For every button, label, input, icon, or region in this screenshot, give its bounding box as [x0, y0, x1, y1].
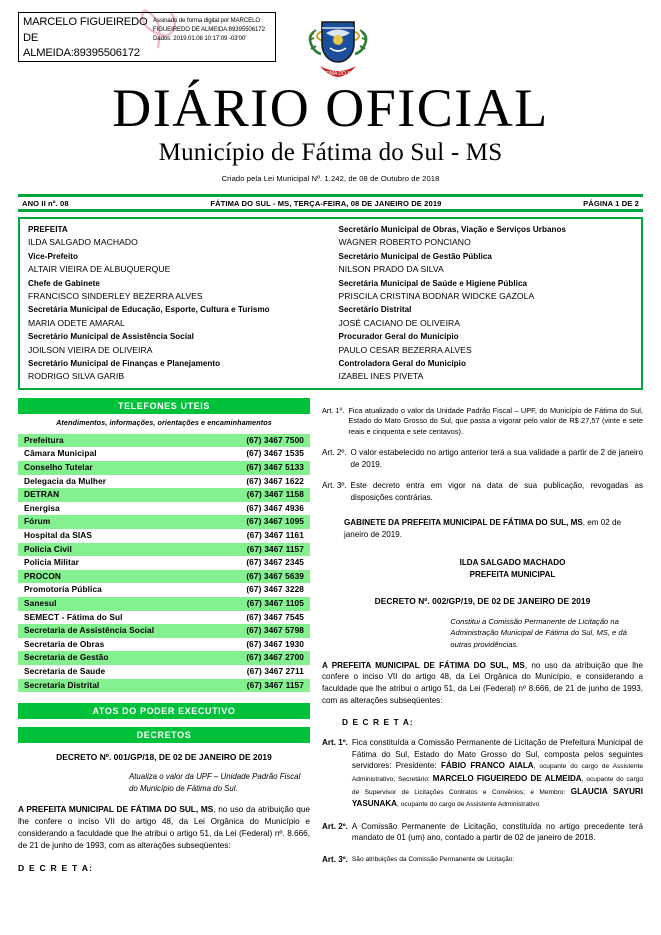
- table-row: [18, 543, 310, 557]
- column-right: [318, 396, 643, 873]
- page-number-label: PÁGINA 1 DE 2: [583, 198, 639, 208]
- decree-2-ementa: Constitui a Comissão Permanente de Licitação na Administração Municipal de Fátima do Sul, MS, e dá outras providências.: [450, 617, 627, 649]
- article-text-part-c: , ocupante do cargo de Supervisor de Licitações Contratos e Convênios; e Membro:: [351, 776, 643, 796]
- phone-label: Sanesul: [18, 597, 213, 611]
- article-label: Art. 3º.: [322, 481, 347, 491]
- commission-member-name: GLAUCIA SAYURI YASUNAKA: [351, 786, 644, 809]
- table-row: [18, 679, 310, 693]
- table-row: [18, 597, 310, 611]
- phone-number: (67) 3467 1930: [246, 638, 304, 649]
- decree-2-preamble-rest: , no uso da atribuição que lhe confere o inciso VII do artigo 48, da Lei Orgânica do Município, e considerando a faculdade que lhe atribui o artigo 51, da Lei (Federal) nº 8.666, de 21 de junho de 1993, com as alterações subseqüentes:: [322, 660, 643, 705]
- decree-1-decreta-label: D E C R E T A:: [18, 862, 94, 873]
- article-text: Fica atualizado o valor da Unidade Padrão Fiscal – UPF, do Município de Fátima do Sul, Estado do Mato Grosso do Sul, que passa a vigorar pelo valor de R$ 27,57 (vinte e sete reais e cinquenta e sete centavos).: [348, 405, 643, 436]
- phone-number: (67) 3467 1622: [246, 475, 304, 486]
- issue-date-location: FÁTIMA DO SUL - MS, TERÇA-FEIRA, 08 DE JANEIRO DE 2019: [210, 198, 442, 208]
- official-role: Secretário Municipal de Finanças e Planejamento: [28, 359, 221, 369]
- table-row: [18, 515, 310, 529]
- table-row: [18, 488, 310, 502]
- page-title: DIÁRIO OFICIAL: [112, 78, 549, 138]
- masthead: [18, 80, 643, 185]
- decree-1-preamble-rest: , no uso da atribuição que lhe confere o inciso VII do artigo 48, da Lei Orgânica do Município e considerando a faculdade que lhe atribui o artigo 51, da Lei (Federal) nº. 8.666, de 21 de junho de 1993, com as alterações subseqüentes:: [18, 804, 310, 850]
- phone-number: (67) 3467 2345: [246, 557, 304, 568]
- phone-label: Prefeitura: [18, 434, 213, 448]
- commission-secretary-name: MARCELO FIGUEIREDO DE ALMEIDA: [432, 774, 582, 784]
- phones-banner: TELEFONES UTEIS: [18, 398, 310, 414]
- issue-info-bar: [18, 194, 643, 212]
- signature-name: MARCELO FIGUEIREDO DE ALMEIDA:89395506172: [23, 16, 148, 59]
- table-row: [18, 638, 310, 652]
- masthead-subtitle: Município de Fátima do Sul - MS: [158, 139, 503, 166]
- decree-1-article-2: [322, 447, 643, 470]
- decree-1-title: DECRETO Nº. 001/GP/18, DE 02 DE JANEIRO DE 2019: [56, 752, 272, 763]
- executive-acts-banner: ATOS DO PODER EXECUTIVO: [18, 703, 310, 719]
- decree-1-article-3: [322, 480, 643, 503]
- table-row: [18, 624, 310, 638]
- official-name: ILDA SALGADO MACHADO: [28, 237, 138, 248]
- decree-1-ementa: Atualiza o valor da UPF – Unidade Padrão Fiscal do Município de Fátima do Sul.: [128, 772, 301, 793]
- phones-subtitle: Atendimentos, informações, orientações e encaminhamentos: [56, 417, 272, 427]
- article-label: Art. 1º.: [322, 405, 345, 415]
- table-row: [18, 570, 310, 584]
- official-role: Secretário Municipal de Obras, Viação e Serviços Urbanos: [338, 225, 567, 234]
- signer-role: PREFEITA MUNICIPAL: [469, 569, 556, 579]
- article-text: A Comissão Permanente de Licitação, constituída no artigo precedente terá mandato de 01 (um) ano, contado a partir de 02 de janeiro de 2018.: [351, 821, 643, 843]
- cabinet-title: GABINETE DA PREFEITA MUNICIPAL DE FÁTIMA DO SUL, MS: [344, 518, 583, 528]
- official-name: MARIA ODETE AMARAL: [28, 317, 125, 328]
- coat-of-arms-icon: [300, 6, 376, 82]
- phone-label: Fórum: [18, 515, 213, 529]
- phone-number: (67) 3467 1535: [246, 448, 304, 459]
- official-name: PRISCILA CRISTINA BODNAR WIDCKE GAZOLA: [338, 291, 535, 302]
- official-name: JOSÉ CACIANO DE OLIVEIRA: [338, 317, 461, 328]
- official-role: Secretário Distrital: [338, 305, 412, 315]
- phone-number: (67) 3467 7545: [246, 611, 304, 622]
- decree-1-cabinet-line: [322, 517, 643, 541]
- official-role: Controladora Geral do Município: [338, 359, 466, 369]
- decree-2-decreta-label: D E C R E T A:: [342, 717, 414, 728]
- official-name: PAULO CESAR BEZERRA ALVES: [338, 344, 472, 355]
- decree-1-article-1: [322, 406, 643, 437]
- decree-2-preamble: [322, 660, 643, 706]
- official-name: RODRIGO SILVA GARIB: [28, 371, 125, 382]
- official-role: Chefe de Gabinete: [28, 278, 100, 288]
- table-row: [18, 665, 310, 679]
- phone-number: (67) 3467 2700: [213, 651, 310, 665]
- useful-phones-table: [18, 434, 310, 692]
- column-left: [18, 396, 318, 873]
- phone-label: Câmara Municipal: [24, 448, 97, 459]
- phone-label: Delegacia da Mulher: [24, 475, 107, 486]
- official-role: Secretário Municipal de Gestão Pública: [338, 251, 492, 261]
- decree-2-article-3: [322, 854, 643, 866]
- table-row: [18, 651, 310, 665]
- header-signature-row: [18, 0, 643, 78]
- table-row: [18, 556, 310, 570]
- body-columns: [18, 396, 643, 873]
- phone-label: Conselho Tutelar: [18, 461, 213, 475]
- article-text: [352, 737, 643, 811]
- phone-number: (67) 3467 1157: [213, 543, 310, 557]
- table-row: [18, 583, 310, 597]
- article-label: Art. 3º.: [322, 854, 348, 864]
- phone-number: (67) 3467 1095: [213, 515, 310, 529]
- decree-2-preamble-bold: A PREFEITA MUNICIPAL DE FÁTIMA DO SUL, MS: [322, 660, 525, 670]
- phone-label: Secretaria de Assistência Social: [18, 624, 213, 638]
- official-name: WAGNER ROBERTO PONCIANO: [338, 237, 471, 248]
- phone-number: (67) 3467 1158: [213, 488, 310, 502]
- decree-2-article-1: [322, 737, 643, 811]
- phone-number: (67) 3467 7500: [213, 434, 310, 448]
- signer-name: ILDA SALGADO MACHADO: [459, 558, 566, 568]
- table-row: [18, 502, 310, 516]
- phone-number: (67) 3467 4936: [246, 502, 304, 513]
- decree-1-signature-block: [322, 557, 643, 580]
- phone-number: (67) 3467 3228: [246, 584, 304, 595]
- article-text-part-a: Fica constituída a Comissão Permanente de Licitação de Prefeitura Municipal de Fátima do Sul, Estado do Mato Grosso do Sul, composta pelos seguintes servidores: Presidente:: [351, 738, 643, 771]
- svg-text:FÁTIMA DO SUL: FÁTIMA DO SUL: [318, 71, 358, 77]
- phone-label: Policia Civil: [18, 543, 213, 557]
- table-row: [18, 461, 310, 475]
- issue-year-number: ANO II nº. 08: [22, 198, 69, 208]
- phone-number: (67) 3467 1161: [246, 530, 304, 541]
- phone-label: Secretaria de Obras: [24, 638, 105, 649]
- table-row: [18, 529, 310, 543]
- phone-label: Energisa: [24, 502, 60, 513]
- decree-1-preamble-bold: A PREFEITA MUNICIPAL DE FÁTIMA DO SUL, MS: [18, 804, 214, 815]
- phone-number: (67) 3467 1105: [213, 597, 310, 611]
- phone-label: DETRAN: [18, 488, 213, 502]
- table-row: [18, 434, 310, 448]
- table-row: [18, 447, 310, 461]
- masthead-law-reference: Criado pela Lei Municipal Nº. 1.242, de 08 de Outubro de 2018: [221, 174, 440, 183]
- phone-label: Promotoria Pública: [24, 584, 102, 595]
- phone-label: PROCON: [18, 570, 213, 584]
- cabinet-date: , em 02 de janeiro de 2019.: [344, 518, 622, 540]
- article-text-part-b: , ocupante do cargo de Assistente Administrativo; Secretário:: [351, 763, 644, 784]
- official-name: NILSON PRADO DA SILVA: [338, 264, 444, 275]
- phone-label: Secretaria Distrital: [18, 679, 213, 693]
- decrees-banner: DECRETOS: [18, 727, 310, 743]
- phone-label: SEMECT - Fátima do Sul: [24, 611, 123, 622]
- table-row: [18, 611, 310, 625]
- official-role: PREFEITA: [28, 225, 68, 234]
- decree-2-title: DECRETO Nº. 002/GP/19, DE 02 DE JANEIRO DE 2019: [374, 596, 591, 607]
- official-role: Secretária Municipal de Educação, Esporte, Cultura e Turismo: [28, 305, 270, 315]
- table-row: [18, 475, 310, 489]
- official-role: Vice-Prefeito: [28, 251, 78, 261]
- article-label: Art. 1º.: [322, 738, 348, 748]
- officials-panel: [18, 217, 643, 390]
- phone-label: Secretaria de Saude: [24, 665, 106, 676]
- article-label: Art. 2º.: [322, 448, 347, 458]
- article-text: O valor estabelecido no artigo anterior terá a sua validade a partir de 2 de janeiro de 2019.: [350, 448, 643, 469]
- signature-metadata: Assinado de forma digital por MARCELO FIGUEIREDO DE ALMEIDA:89395506172 Dados: 2019.01.08 10:17:09 -03'00': [153, 17, 265, 42]
- commission-president-name: FÁBIO FRANCO AIALA: [440, 761, 534, 771]
- decree-1-preamble: [18, 804, 310, 852]
- phone-number: (67) 3467 5133: [213, 461, 310, 475]
- official-name: JOILSON VIEIRA DE OLIVEIRA: [28, 344, 153, 355]
- officials-column-right: [331, 223, 642, 384]
- article-text: Este decreto entra em vigor na data de sua publicação, revogadas as disposições contrárias.: [350, 481, 643, 502]
- phone-label: Policia Militar: [24, 557, 79, 568]
- official-name: FRANCISCO SINDERLEY BEZERRA ALVES: [28, 291, 203, 302]
- phone-number: (67) 3467 5798: [213, 624, 310, 638]
- phone-number: (67) 3467 2711: [246, 665, 304, 676]
- official-role: Secretária Municipal de Saúde e Higiene Pública: [338, 278, 528, 288]
- article-text-part-d: , ocupante do cargo de Assistente Administrativo: [397, 801, 540, 809]
- official-name: ALTAIR VIEIRA DE ALBUQUERQUE: [28, 264, 171, 275]
- official-role: Secretário Municipal de Assistência Social: [28, 332, 194, 342]
- phone-label: Secretaria de Gestão: [18, 651, 213, 665]
- phone-label: Hospital da SIAS: [24, 530, 92, 541]
- phone-number: (67) 3467 1157: [213, 679, 310, 693]
- officials-column-left: [20, 223, 331, 384]
- official-name: IZABEL INES PIVETA: [338, 371, 424, 382]
- phone-number: (67) 3467 5639: [213, 570, 310, 584]
- official-role: Procurador Geral do Município: [338, 332, 459, 342]
- article-text: São atribuições da Comissão Permanente de Licitação:: [351, 855, 515, 863]
- article-label: Art. 2º.: [322, 821, 348, 831]
- decree-2-article-2: [322, 821, 643, 844]
- digital-signature-box: [18, 12, 276, 62]
